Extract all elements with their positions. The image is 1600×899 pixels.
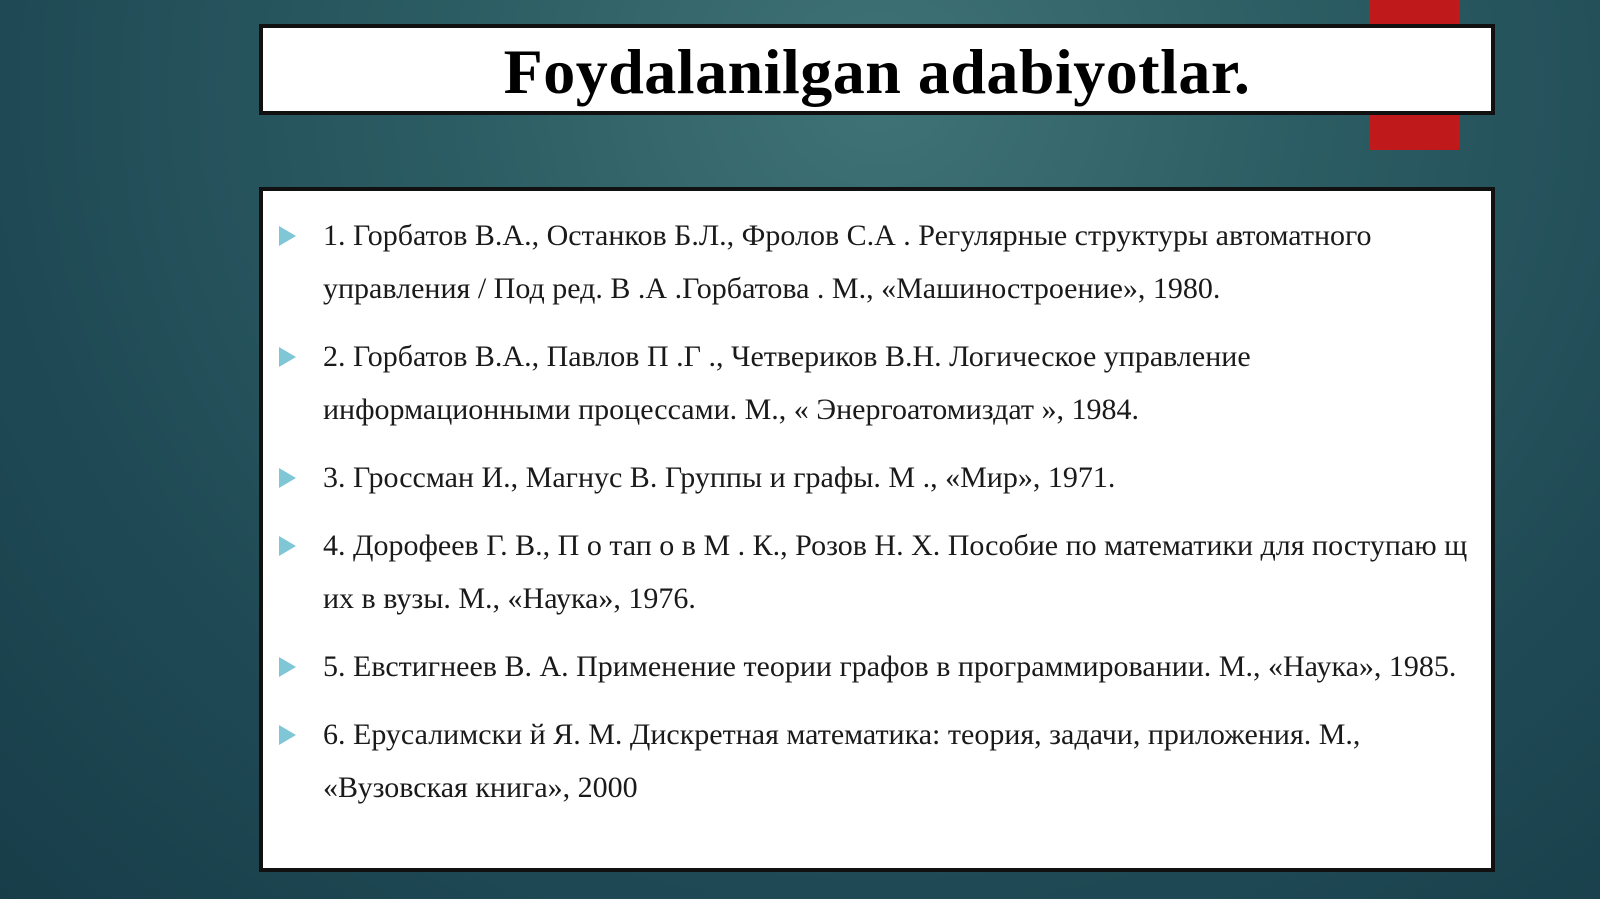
- reference-text: 3. Гроссман И., Магнус В. Группы и графы. М ., «Мир», 1971.: [323, 461, 1116, 494]
- reference-text: 5. Евстигнеев В. А. Применение теории графов в программировании. М., «Наука», 1985.: [323, 650, 1457, 683]
- reference-item: [277, 330, 1477, 436]
- title-box: [259, 24, 1495, 115]
- reference-list: [277, 209, 1477, 814]
- reference-item: [277, 209, 1477, 315]
- triangle-right-icon: [279, 468, 296, 488]
- reference-item: [277, 519, 1477, 625]
- reference-text: 2. Горбатов В.А., Павлов П .Г ., Четвериков В.Н. Логическое управление информационными процессами. М., « Энергоатомиздат », 1984.: [323, 340, 1251, 426]
- triangle-right-icon: [279, 226, 296, 246]
- reference-text: 6. Ерусалимски й Я. М. Дискретная математика: теория, задачи, приложения. М., «Вузовская книга», 2000: [323, 718, 1361, 804]
- reference-item: [277, 708, 1477, 814]
- triangle-right-icon: [279, 536, 296, 556]
- reference-item: [277, 451, 1477, 504]
- reference-item: [277, 640, 1477, 693]
- reference-text: 4. Дорофеев Г. В., П о тап о в М . К., Розов Н. X. Пособие по математики для поступаю щ их в вузы. М., «Наука», 1976.: [323, 529, 1468, 615]
- references-box: [259, 187, 1495, 872]
- reference-text: 1. Горбатов В.А., Останков Б.Л., Фролов С.А . Регулярные структуры автоматного управления / Под ред. В .А .Горбатова . М., «Машиностроение», 1980.: [323, 219, 1372, 305]
- triangle-right-icon: [279, 725, 296, 745]
- triangle-right-icon: [279, 347, 296, 367]
- triangle-right-icon: [279, 657, 296, 677]
- slide-title: Foydalanilgan adabiyotlar.: [503, 35, 1251, 107]
